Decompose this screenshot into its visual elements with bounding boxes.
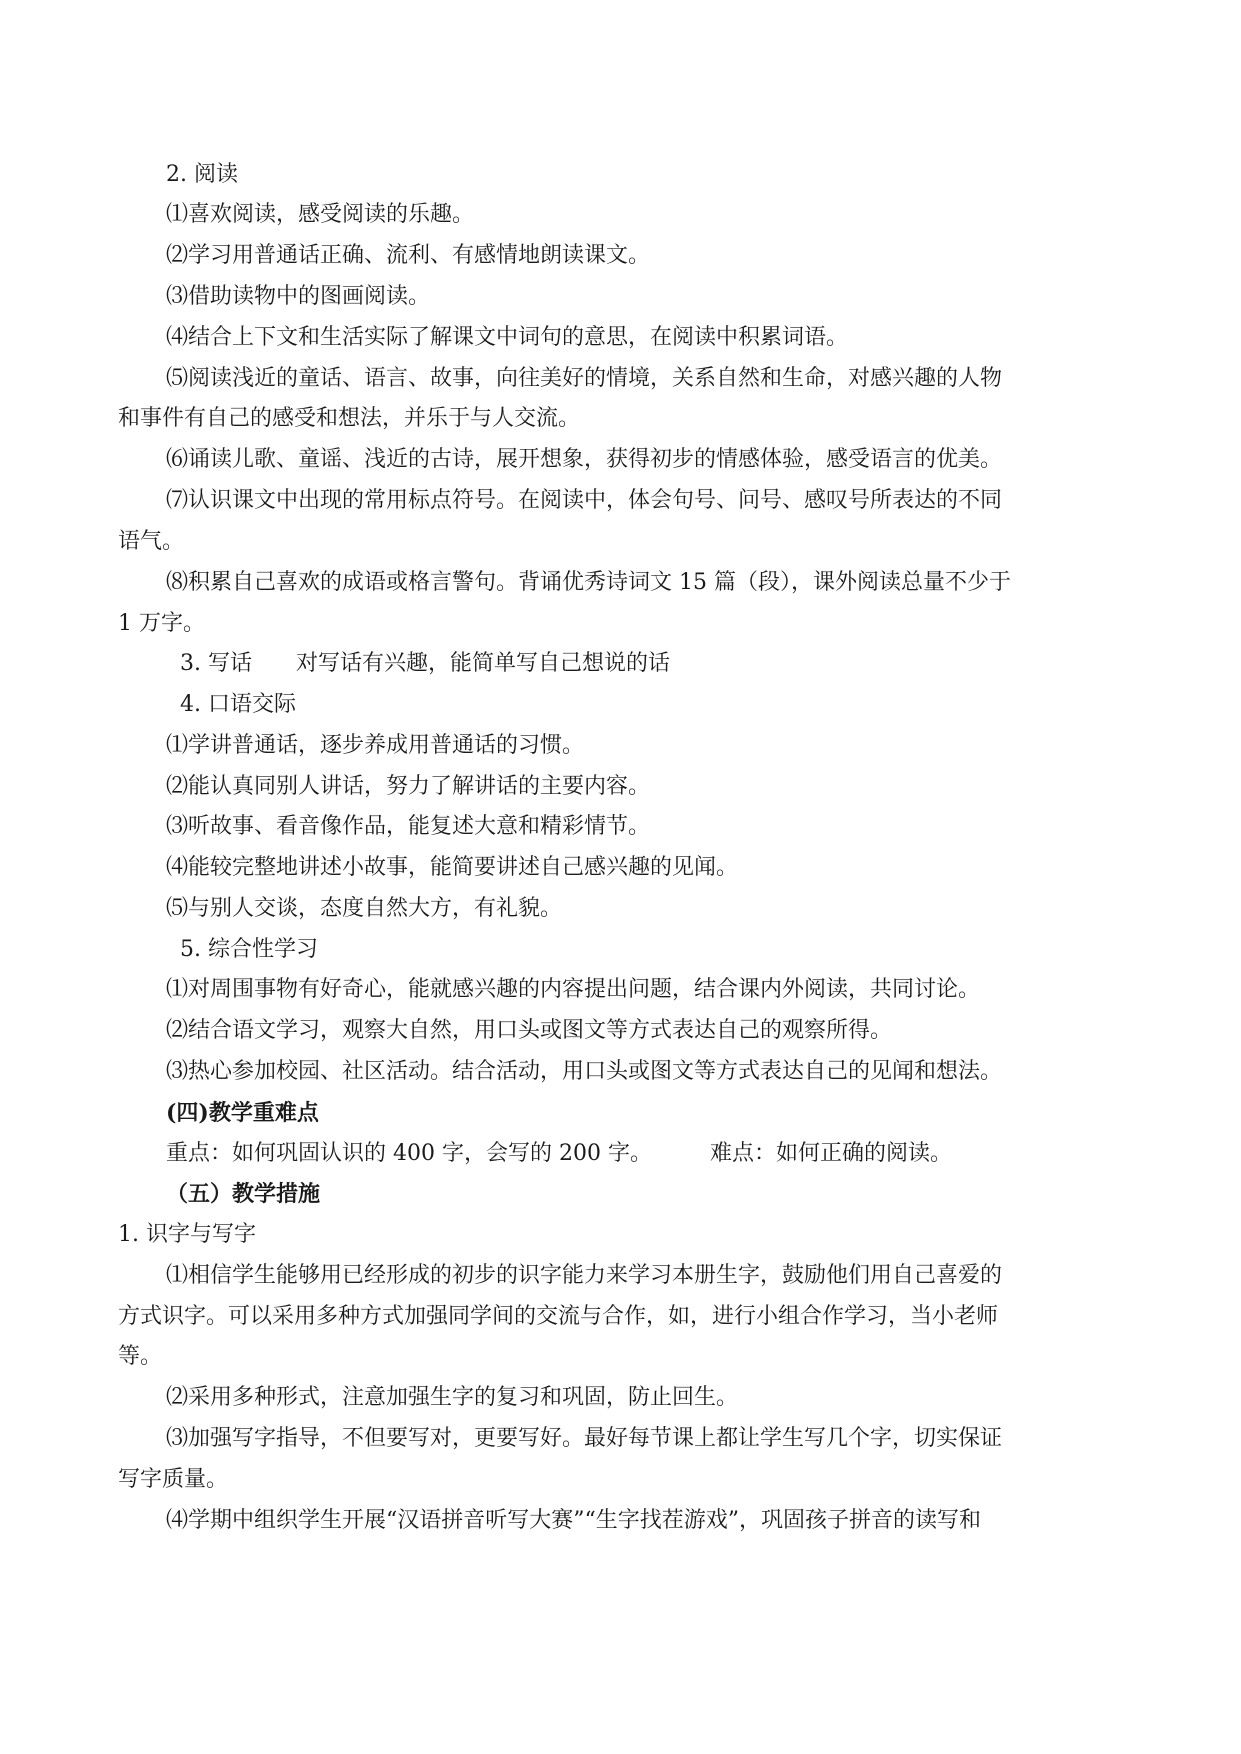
section-heading-oral: 4. 口语交际 (180, 692, 296, 717)
comprehensive-item: ⑵结合语文学习，观察大自然，用口头或图文等方式表达自己的观察所得。 (166, 1018, 893, 1043)
reading-item-continued: 和事件有自己的感受和想法，并乐于与人交流。 (118, 406, 581, 431)
key-difficulty: 难点：如何正确的阅读。 (709, 1141, 952, 1166)
measures-item: ⑷学期中组织学生开展“汉语拼音听写大赛”“生字找茬游戏”，巩固孩子拼音的读写和 (166, 1508, 981, 1533)
oral-item: ⑸与别人交谈，态度自然大方，有礼貌。 (166, 896, 563, 921)
comprehensive-item: ⑴对周围事物有好奇心，能就感兴趣的内容提出问题，结合课内外阅读，共同讨论。 (166, 977, 981, 1002)
reading-item-continued: 语气。 (118, 529, 185, 554)
key-points-line (166, 1139, 952, 1169)
writing-label: 3. 写话 (180, 651, 252, 676)
section-heading-measures: （五）教学措施 (166, 1181, 321, 1207)
measures-item: ⑴相信学生能够用已经形成的初步的识字能力来学习本册生字，鼓励他们用自己喜爱的 (166, 1263, 1003, 1288)
reading-item-continued: 1 万字。 (118, 611, 205, 636)
writing-text: 对写话有兴趣，能简单写自己想说的话 (295, 651, 670, 676)
reading-item: ⑶借助读物中的图画阅读。 (166, 284, 431, 309)
key-focus: 重点：如何巩固认识的 400 字，会写的 200 字。 (166, 1141, 652, 1166)
measures-sub-heading: 1. 识字与写字 (118, 1222, 256, 1247)
oral-item: ⑷能较完整地讲述小故事，能简要讲述自己感兴趣的见闻。 (166, 855, 739, 880)
measures-item: ⑶加强写字指导，不但要写对，更要写好。最好每节课上都让学生写几个字，切实保证 (166, 1426, 1003, 1451)
reading-item: ⑵学习用普通话正确、流利、有感情地朗读课文。 (166, 243, 651, 268)
section-heading-key-points: (四)教学重难点 (166, 1100, 319, 1126)
reading-item: ⑻积累自己喜欢的成语或格言警句。背诵优秀诗词文 15 篇（段），课外阅读总量不少于 (166, 570, 1011, 595)
measures-item-continued: 写字质量。 (118, 1467, 229, 1492)
oral-item: ⑴学讲普通话，逐步养成用普通话的习惯。 (166, 733, 585, 758)
reading-item: ⑹诵读儿歌、童谣、浅近的古诗，展开想象，获得初步的情感体验，感受语言的优美。 (166, 447, 1003, 472)
measures-item-continued: 等。 (118, 1344, 163, 1369)
reading-item: ⑺认识课文中出现的常用标点符号。在阅读中，体会句号、问号、感叹号所表达的不同 (166, 488, 1003, 513)
comprehensive-item: ⑶热心参加校园、社区活动。结合活动，用口头或图文等方式表达自己的见闻和想法。 (166, 1059, 1003, 1084)
section-heading-reading: 2. 阅读 (166, 162, 238, 187)
section-heading-comprehensive: 5. 综合性学习 (180, 937, 318, 962)
section-writing (180, 649, 670, 679)
oral-item: ⑵能认真同别人讲话，努力了解讲话的主要内容。 (166, 774, 651, 799)
reading-item: ⑴喜欢阅读，感受阅读的乐趣。 (166, 202, 475, 227)
measures-item-continued: 方式识字。可以采用多种方式加强同学间的交流与合作，如，进行小组合作学习，当小老师 (118, 1304, 999, 1329)
reading-item: ⑷结合上下文和生活实际了解课文中词句的意思，在阅读中积累词语。 (166, 325, 849, 350)
measures-item: ⑵采用多种形式，注意加强生字的复习和巩固，防止回生。 (166, 1385, 739, 1410)
reading-item: ⑸阅读浅近的童话、语言、故事，向往美好的情境，关系自然和生命，对感兴趣的人物 (166, 366, 1003, 391)
oral-item: ⑶听故事、看音像作品，能复述大意和精彩情节。 (166, 814, 651, 839)
